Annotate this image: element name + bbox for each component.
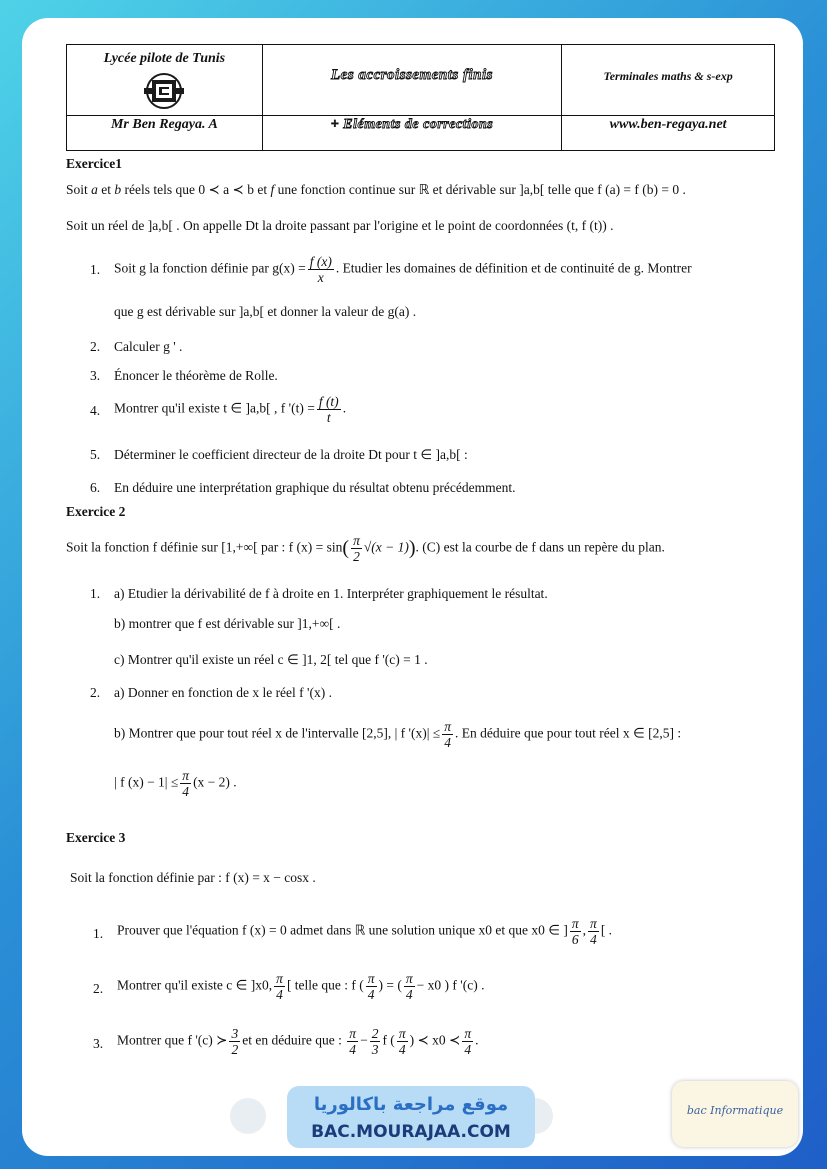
ex3-q1: Prouver que l'équation f (x) = 0 admet dans ℝ une solution unique x0 et que x0 ∈ ] $\frac{\pi}{6}$ , $\frac{\pi}{4}$ [ . <box>117 916 613 947</box>
ex1-q3-number: 3. <box>90 368 101 383</box>
ex2-q2-number: 2. <box>90 685 101 700</box>
exercise3-intro: Soit la fonction définie par : f (x) = x − cosx . <box>70 870 316 885</box>
ex1-q1-line2: que g est dérivable sur ]a,b[ et donner la valeur de g(a) . <box>114 304 417 319</box>
ex3-q2-number: 2. <box>93 981 104 996</box>
class-level: Terminales maths & s-exp <box>603 69 733 83</box>
ex3-q1-number: 1. <box>93 926 104 941</box>
website-cell <box>562 116 775 151</box>
doc-subtitle: + Eléments de corrections <box>330 117 494 132</box>
ex2-q1c: c) Montrer qu'il existe un réel c ∈ ]1, 2[ tel que f '(c) = 1 . <box>114 652 428 667</box>
ex1-q2-number: 2. <box>90 339 101 354</box>
teacher-name: Mr Ben Regaya. A <box>110 117 218 132</box>
subtitle-cell <box>262 116 561 151</box>
document-sheet <box>22 18 803 1156</box>
footer-arabic-title[interactable]: موقع مراجعة باكالوريا <box>313 1094 509 1115</box>
school-logo-icon <box>142 71 186 111</box>
ex2-q1a: a) Etudier la dérivabilité de f à droite en 1. Interpréter graphiquement le résultat. <box>114 586 548 601</box>
ex1-q5: Déterminer le coefficient directeur de la droite Dt pour t ∈ ]a,b[ : <box>114 447 468 462</box>
ex3-q3: Montrer que f '(c) ≻ $\frac{3}{2}$ et en déduire que : $\frac{\pi}{4}$ − $\frac{2}{3}$ f ( $\frac{\pi}{4}$ ) ≺ x0 ≺ $\frac{\pi}{4}$ . <box>117 1026 479 1057</box>
ex3-q2: Montrer qu'il existe c ∈ ]x0, $\frac{\pi}{4}$ [ telle que : f ( $\frac{\pi}{4}$ ) = ( $\frac{\pi}{4}$ − x0 ) f '(c) . <box>117 971 485 1002</box>
level-cell <box>562 45 775 116</box>
school-cell <box>67 45 263 116</box>
ex1-q4: Montrer qu'il existe t ∈ ]a,b[ , f '(t) = $\frac{f (t)}{t}$ . <box>114 394 347 425</box>
ex2-q2b: b) Montrer que pour tout réel x de l'intervalle [2,5], | f '(x)| ≤ $\frac{\pi}{4}$ . En déduire que pour tout réel x ∈ [2,5] : <box>114 719 682 750</box>
bac-informatique-label: bac Informatique <box>686 1104 784 1117</box>
ex1-q6: En déduire une interprétation graphique du résultat obtenu précédemment. <box>114 480 516 495</box>
website-link[interactable]: www.ben-regaya.net <box>609 117 727 132</box>
title-cell <box>262 45 561 116</box>
ex2-q2c: | f (x) − 1| ≤ $\frac{\pi}{4}$ (x − 2) . <box>114 768 237 799</box>
teacher-cell <box>67 116 263 151</box>
ex1-q5-number: 5. <box>90 447 101 462</box>
exercise1-intro-1: Soit a et b réels tels que 0 ≺ a ≺ b et f une fonction continue sur ℝ et dérivable sur ]a,b[ telle que f (a) = f (b) = 0 . <box>66 182 686 197</box>
ex1-q3: Énoncer le théorème de Rolle. <box>114 368 278 383</box>
exercise2-title: Exercice 2 <box>66 504 126 519</box>
doc-title: Les accroissements finis <box>331 67 493 83</box>
ex1-q4-number: 4. <box>90 403 101 418</box>
ex1-q6-number: 6. <box>90 480 101 495</box>
ex2-q1-number: 1. <box>90 586 101 601</box>
header-table <box>66 44 775 151</box>
exercise3-title: Exercice 3 <box>66 830 126 845</box>
ex1-q1-number: 1. <box>90 262 101 277</box>
exercise1-title: Exercice1 <box>66 156 122 171</box>
ex3-q3-number: 3. <box>93 1036 104 1051</box>
exercise2-intro: Soit la fonction f définie sur [1,+∞[ par : f (x) = sin( $\frac{\pi}{2}$ √(x − 1)). (C) est la courbe de f dans un repère du plan. <box>66 533 665 564</box>
footer-url[interactable]: BAC.MOURAJAA.COM <box>311 1122 511 1142</box>
footer-seal-left-icon <box>230 1098 266 1134</box>
ex1-q2: Calculer g ' . <box>114 339 183 354</box>
ex2-q2a: a) Donner en fonction de x le réel f '(x) . <box>114 685 332 700</box>
ex2-q1b: b) montrer que f est dérivable sur ]1,+∞[ . <box>114 616 341 631</box>
exercise1-intro-2: Soit un réel de ]a,b[ . On appelle Dt la droite passant par l'origine et le point de coordonnées (t, f (t)) . <box>66 218 614 233</box>
ex1-q1-line1: Soit g la fonction définie par g(x) = $\frac{f (x)}{x}$ . Etudier les domaines de définition et de continuité de g. Montrer <box>114 254 692 285</box>
school-name: Lycée pilote de Tunis <box>103 51 226 66</box>
